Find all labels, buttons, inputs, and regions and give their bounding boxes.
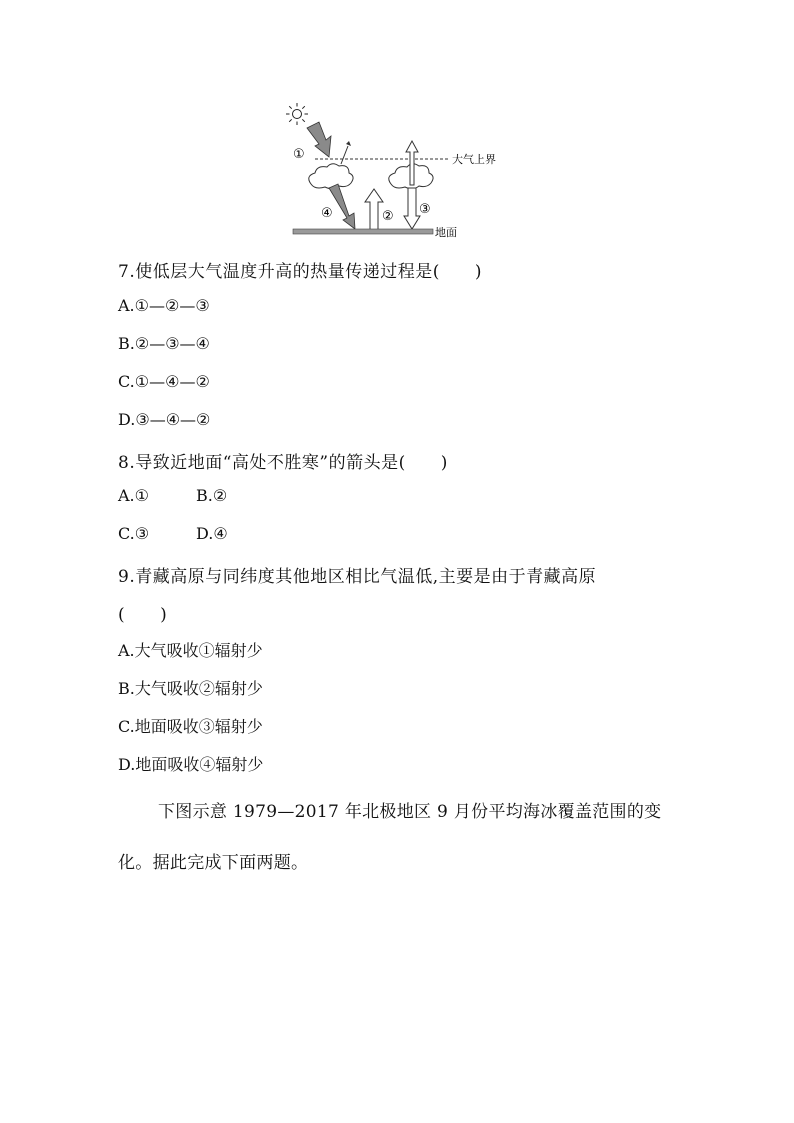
q9-option-a: A.大气吸收①辐射少	[118, 641, 263, 660]
marker-1: ①	[293, 147, 305, 162]
q9-option-d: D.地面吸收④辐射少	[118, 755, 264, 774]
q8-option-a: A.①	[118, 486, 149, 505]
sun-icon	[286, 103, 308, 125]
q8-option-d: D.④	[196, 524, 228, 543]
ground-bar	[293, 229, 433, 234]
ground-label: 地面	[435, 226, 457, 239]
arrow-1-solar	[307, 122, 331, 157]
question-9: 9.青藏高原与同纬度其他地区相比气温低,主要是由于青藏高原	[118, 567, 597, 587]
question-9-answer-paren: ( )	[118, 605, 168, 625]
reflected-arrow	[341, 146, 348, 164]
marker-3: ③	[419, 202, 431, 217]
question-7: 7.使低层大气温度升高的热量传递过程是( )	[118, 262, 482, 282]
atmosphere-heat-diagram	[285, 100, 515, 240]
question-8: 8.导致近地面“高处不胜寒”的箭头是( )	[118, 453, 448, 473]
q7-option-c: C.①—④—②	[118, 372, 210, 391]
q9-option-c: C.地面吸收③辐射少	[118, 717, 263, 736]
marker-2: ②	[382, 209, 394, 224]
intro-line-2: 化。据此完成下面两题。	[118, 853, 309, 873]
arrow-2-ground-radiation	[365, 189, 383, 230]
reflected-arrow-head	[346, 141, 351, 146]
q7-option-b: B.②—③—④	[118, 334, 210, 353]
arrow-4-to-ground	[329, 184, 355, 229]
q7-option-a: A.①—②—③	[118, 296, 210, 315]
q8-option-c: C.③	[118, 524, 150, 543]
cloud-left	[309, 164, 353, 189]
atmosphere-top-label: 大气上界	[452, 153, 496, 166]
arrow-3-back-radiation	[404, 188, 420, 229]
q9-option-b: B.大气吸收②辐射少	[118, 679, 263, 698]
intro-line-1: 下图示意 1979—2017 年北极地区 9 月份平均海冰覆盖范围的变	[158, 802, 662, 822]
q7-option-d: D.③—④—②	[118, 410, 211, 429]
q8-option-b: B.②	[196, 486, 228, 505]
marker-4: ④	[321, 206, 333, 221]
